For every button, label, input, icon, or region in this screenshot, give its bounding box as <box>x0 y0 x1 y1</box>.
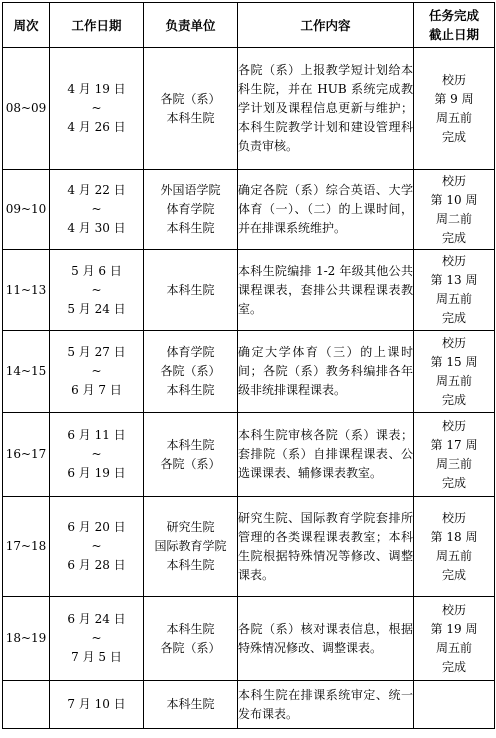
date-start: 6 月 20 日 <box>67 520 126 534</box>
header-due <box>414 3 495 48</box>
due-line: 周五前 <box>435 373 472 388</box>
date-separator: ~ <box>91 202 102 216</box>
header-date: 工作日期 <box>50 3 144 48</box>
due-line: 完成 <box>441 311 466 325</box>
due-line: 校历 <box>441 72 466 87</box>
week-value: 18~19 <box>5 631 47 645</box>
content-text: 各院（系）核对课表信息，根据特殊情况修改、调整课表。 <box>238 621 413 655</box>
date-cell <box>50 497 144 597</box>
date-cell <box>50 48 144 170</box>
date-cell <box>50 597 144 681</box>
due-line: 完成 <box>441 392 466 407</box>
header-due-line1: 任务完成 <box>428 8 479 23</box>
due-line: 完成 <box>441 475 466 490</box>
table-row <box>3 413 495 497</box>
due-line: 周五前 <box>435 292 472 306</box>
due-line: 校历 <box>441 602 466 617</box>
content-cell <box>238 170 414 250</box>
unit-cell <box>144 170 238 250</box>
due-cell <box>414 250 495 331</box>
week-value: 11~13 <box>5 282 47 297</box>
due-line: 校历 <box>441 335 466 350</box>
table-row <box>3 170 495 250</box>
date-start: 6 月 24 日 <box>67 612 126 626</box>
date-end: 4 月 26 日 <box>67 120 126 134</box>
content-text: 各院（系）上报教学短计划给本科生院，并在 HUB 系统完成教学计划及课程信息更新与维护；本科生院教学计划和建设管理科负责审核。 <box>238 63 413 153</box>
due-cell <box>414 413 495 497</box>
date-cell <box>50 331 144 413</box>
table-row <box>3 681 495 729</box>
table-row <box>3 497 495 597</box>
content-cell <box>238 413 414 497</box>
content-text: 确定各院（系）综合英语、大学体育（一）、（二）的上课时间，并在排课系统维护。 <box>238 183 413 235</box>
schedule-table <box>2 2 495 729</box>
unit-cell <box>144 48 238 170</box>
week-value: 09~10 <box>5 202 47 216</box>
header-week: 周次 <box>3 3 50 48</box>
due-line: 第 18 周 <box>430 529 478 544</box>
date-cell <box>50 170 144 250</box>
due-line: 完成 <box>441 567 466 582</box>
date-start: 4 月 19 日 <box>67 82 126 96</box>
due-cell <box>414 48 495 170</box>
due-line: 校历 <box>441 173 466 188</box>
unit-name: 外国语学院 <box>160 183 221 197</box>
week-value: 14~15 <box>5 364 47 378</box>
due-line: 第 17 周 <box>430 437 478 452</box>
due-line: 周三前 <box>435 456 472 471</box>
week-cell <box>3 597 50 681</box>
week-value: 16~17 <box>5 447 47 461</box>
week-cell <box>3 413 50 497</box>
week-cell <box>3 497 50 597</box>
unit-name: 各院（系） <box>160 91 221 106</box>
date-end: 5 月 24 日 <box>67 301 126 316</box>
date-end: 6 月 7 日 <box>71 383 122 397</box>
table-row <box>3 48 495 170</box>
date-cell <box>50 250 144 331</box>
unit-name: 本科生院 <box>166 282 215 297</box>
due-line: 完成 <box>441 659 466 674</box>
date-separator: ~ <box>91 101 102 115</box>
unit-name: 本科生院 <box>166 110 215 125</box>
unit-name: 本科生院 <box>166 558 215 572</box>
week-value: 08~09 <box>5 101 47 115</box>
due-line: 第 15 周 <box>430 354 478 369</box>
content-cell <box>238 48 414 170</box>
due-line: 周二前 <box>435 211 472 226</box>
table-row <box>3 331 495 413</box>
date-end: 6 月 28 日 <box>67 558 126 572</box>
header-due-line2: 截止日期 <box>428 27 479 42</box>
date-end: 4 月 30 日 <box>67 221 126 235</box>
week-cell <box>3 170 50 250</box>
unit-cell <box>144 497 238 597</box>
due-cell <box>414 597 495 681</box>
unit-name: 本科生院 <box>166 383 215 397</box>
unit-name: 研究生院 <box>166 520 215 534</box>
date-start: 5 月 6 日 <box>71 263 122 278</box>
date-separator: ~ <box>91 447 102 461</box>
date-separator: ~ <box>91 539 102 553</box>
due-line: 校历 <box>441 510 466 525</box>
content-cell <box>238 250 414 331</box>
due-line: 周五前 <box>435 110 472 125</box>
unit-name: 本科生院 <box>166 621 215 636</box>
due-line: 完成 <box>441 230 466 245</box>
due-cell <box>414 681 495 729</box>
date-separator: ~ <box>91 364 102 378</box>
date-start: 5 月 27 日 <box>67 345 126 359</box>
unit-cell <box>144 413 238 497</box>
date-start: 4 月 22 日 <box>67 183 126 197</box>
unit-cell <box>144 331 238 413</box>
unit-name: 本科生院 <box>166 221 215 235</box>
due-line: 完成 <box>441 129 466 144</box>
unit-name: 各院（系） <box>160 364 221 378</box>
due-line: 校历 <box>441 254 466 268</box>
date-start: 6 月 11 日 <box>67 428 126 442</box>
due-line: 第 13 周 <box>430 273 478 287</box>
unit-cell <box>144 681 238 729</box>
date-cell <box>50 681 144 729</box>
date-cell <box>50 413 144 497</box>
header-row <box>3 3 495 48</box>
due-line: 第 9 周 <box>434 91 474 106</box>
unit-name: 各院（系） <box>160 456 221 471</box>
unit-name: 本科生院 <box>166 697 215 711</box>
unit-name: 体育学院 <box>166 345 215 359</box>
unit-name: 体育学院 <box>166 202 215 216</box>
content-cell <box>238 597 414 681</box>
week-cell <box>3 681 50 729</box>
unit-cell <box>144 597 238 681</box>
date-start: 7 月 10 日 <box>67 697 126 711</box>
due-cell <box>414 331 495 413</box>
content-text: 研究生院、国际教育学院套排所管理的各类课程课表教室；本科生院根据特殊情况等修改、调整课表。 <box>238 510 413 582</box>
content-text: 本科生院编排 1-2 年级其他公共课程课表，套排公共课程课表教室。 <box>238 263 413 316</box>
week-cell <box>3 48 50 170</box>
unit-name: 国际教育学院 <box>154 539 227 553</box>
week-cell <box>3 331 50 413</box>
due-line: 周五前 <box>435 548 472 563</box>
content-text: 确定大学体育（三）的上课时间；各院（系）教务科编排各年级非统排课程课表。 <box>238 345 413 397</box>
content-text: 本科生院在排课系统审定、统一发布课表。 <box>238 687 413 721</box>
date-separator: ~ <box>91 631 102 645</box>
due-line: 校历 <box>441 418 466 433</box>
unit-cell <box>144 250 238 331</box>
date-separator: ~ <box>91 282 102 297</box>
unit-name: 本科生院 <box>166 437 215 452</box>
header-unit: 负责单位 <box>144 3 238 48</box>
due-line: 第 19 周 <box>430 621 478 636</box>
due-cell <box>414 170 495 250</box>
due-line: 周五前 <box>435 640 472 655</box>
unit-name: 各院（系） <box>160 640 221 655</box>
table-row <box>3 250 495 331</box>
week-value: 17~18 <box>5 539 47 553</box>
date-end: 6 月 19 日 <box>67 466 126 480</box>
header-content: 工作内容 <box>238 3 414 48</box>
due-line: 第 10 周 <box>430 192 478 207</box>
content-text: 本科生院审核各院（系）课表；套排院（系）自排课程课表、公选课课表、辅修课表教室。 <box>238 428 413 480</box>
content-cell <box>238 681 414 729</box>
date-end: 7 月 5 日 <box>71 650 122 664</box>
content-cell <box>238 497 414 597</box>
due-cell <box>414 497 495 597</box>
content-cell <box>238 331 414 413</box>
week-cell <box>3 250 50 331</box>
table-row <box>3 597 495 681</box>
